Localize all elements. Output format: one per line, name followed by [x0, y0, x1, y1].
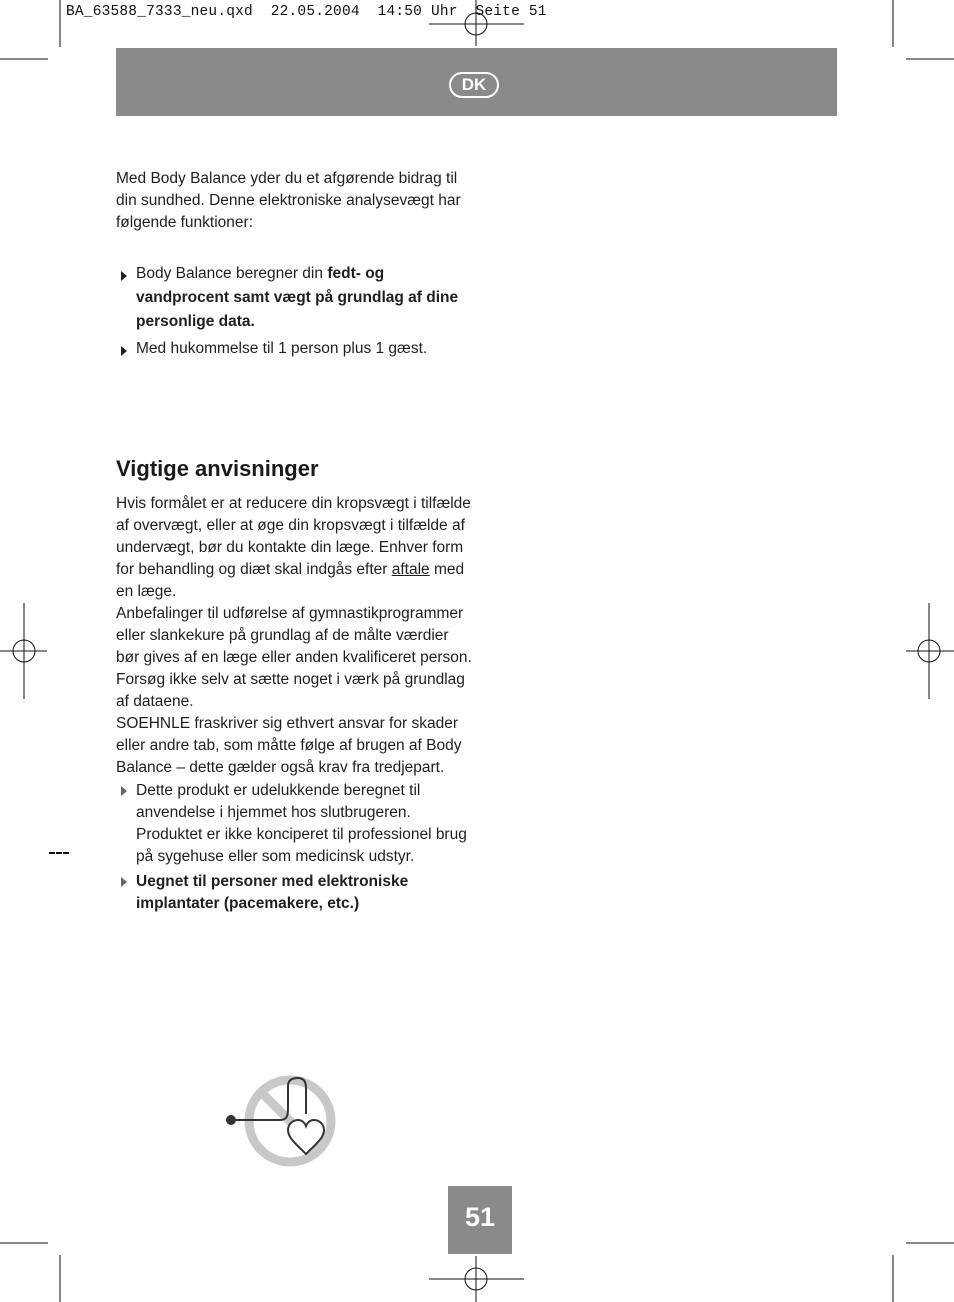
header-bar: [116, 48, 837, 116]
print-slug: BA_63588_7333_neu.qxd 22.05.2004 14:50 Uhr Seite 51: [66, 4, 547, 20]
underlined-word: aftale: [391, 561, 430, 578]
dash-mark: [49, 852, 69, 856]
no-pacemaker-icon: [222, 1074, 338, 1170]
paragraph-text: Hvis formålet er at reducere din kropsvægt i tilfælde af overvægt, eller at øge din kropsvægt i tilfælde af undervægt, bør du kontakte din læge. Enhver form for behandling og diæt skal indgås efter: [116, 495, 471, 578]
section-heading: Vigtige anvisninger: [116, 456, 319, 481]
feature-bold-text: fedt- og vandprocent samt vægt på grundlag af dine personlige data.: [136, 265, 459, 330]
instructions-body: [116, 493, 476, 779]
warning-bold-text: Uegnet til personer med elektroniske implantater (pacemakere, etc.): [136, 873, 409, 912]
language-badge: DK: [449, 72, 499, 98]
page-number: 51: [448, 1186, 512, 1254]
feature-item: [116, 262, 476, 334]
intro-paragraph: Med Body Balance yder du et afgørende bidrag til din sundhed. Denne elektroniske analysevægt har følgende funktioner:: [116, 170, 461, 231]
warning-item: [116, 871, 476, 915]
paragraph-recommendations: Anbefalinger til udførelse af gymnastikprogrammer eller slankekure på grundlag af de målte værdier bør gives af en læge eller anden kvalificeret person. Forsøg ikke selv at sætte noget i værk på grundlag af dataene.: [116, 605, 472, 710]
warning-text: Dette produkt er udelukkende beregnet til anvendelse i hjemmet hos slutbrugeren. Produktet er ikke konciperet til professionel brug på sygehuse eller som medicinsk udstyr.: [136, 782, 467, 865]
triangle-arrow-icon: [121, 271, 127, 281]
paragraph-disclaimer: SOEHNLE fraskriver sig ethvert ansvar for skader eller andre tab, som måtte følge af brugen af Body Balance – dette gælder også krav fra tredjepart.: [116, 715, 462, 776]
warning-item: [116, 780, 476, 868]
paragraph-text: med en læge.: [116, 561, 465, 600]
feature-text: Med hukommelse til 1 person plus 1 gæst.: [136, 340, 428, 357]
feature-list: [116, 262, 476, 364]
feature-item: [116, 337, 476, 361]
triangle-arrow-icon: [121, 877, 127, 887]
paragraph-consult-doctor: [116, 493, 476, 603]
feature-text: Body Balance beregner din: [136, 265, 328, 282]
warning-list: [116, 780, 476, 918]
triangle-arrow-icon: [121, 346, 127, 356]
triangle-arrow-icon: [121, 786, 127, 796]
